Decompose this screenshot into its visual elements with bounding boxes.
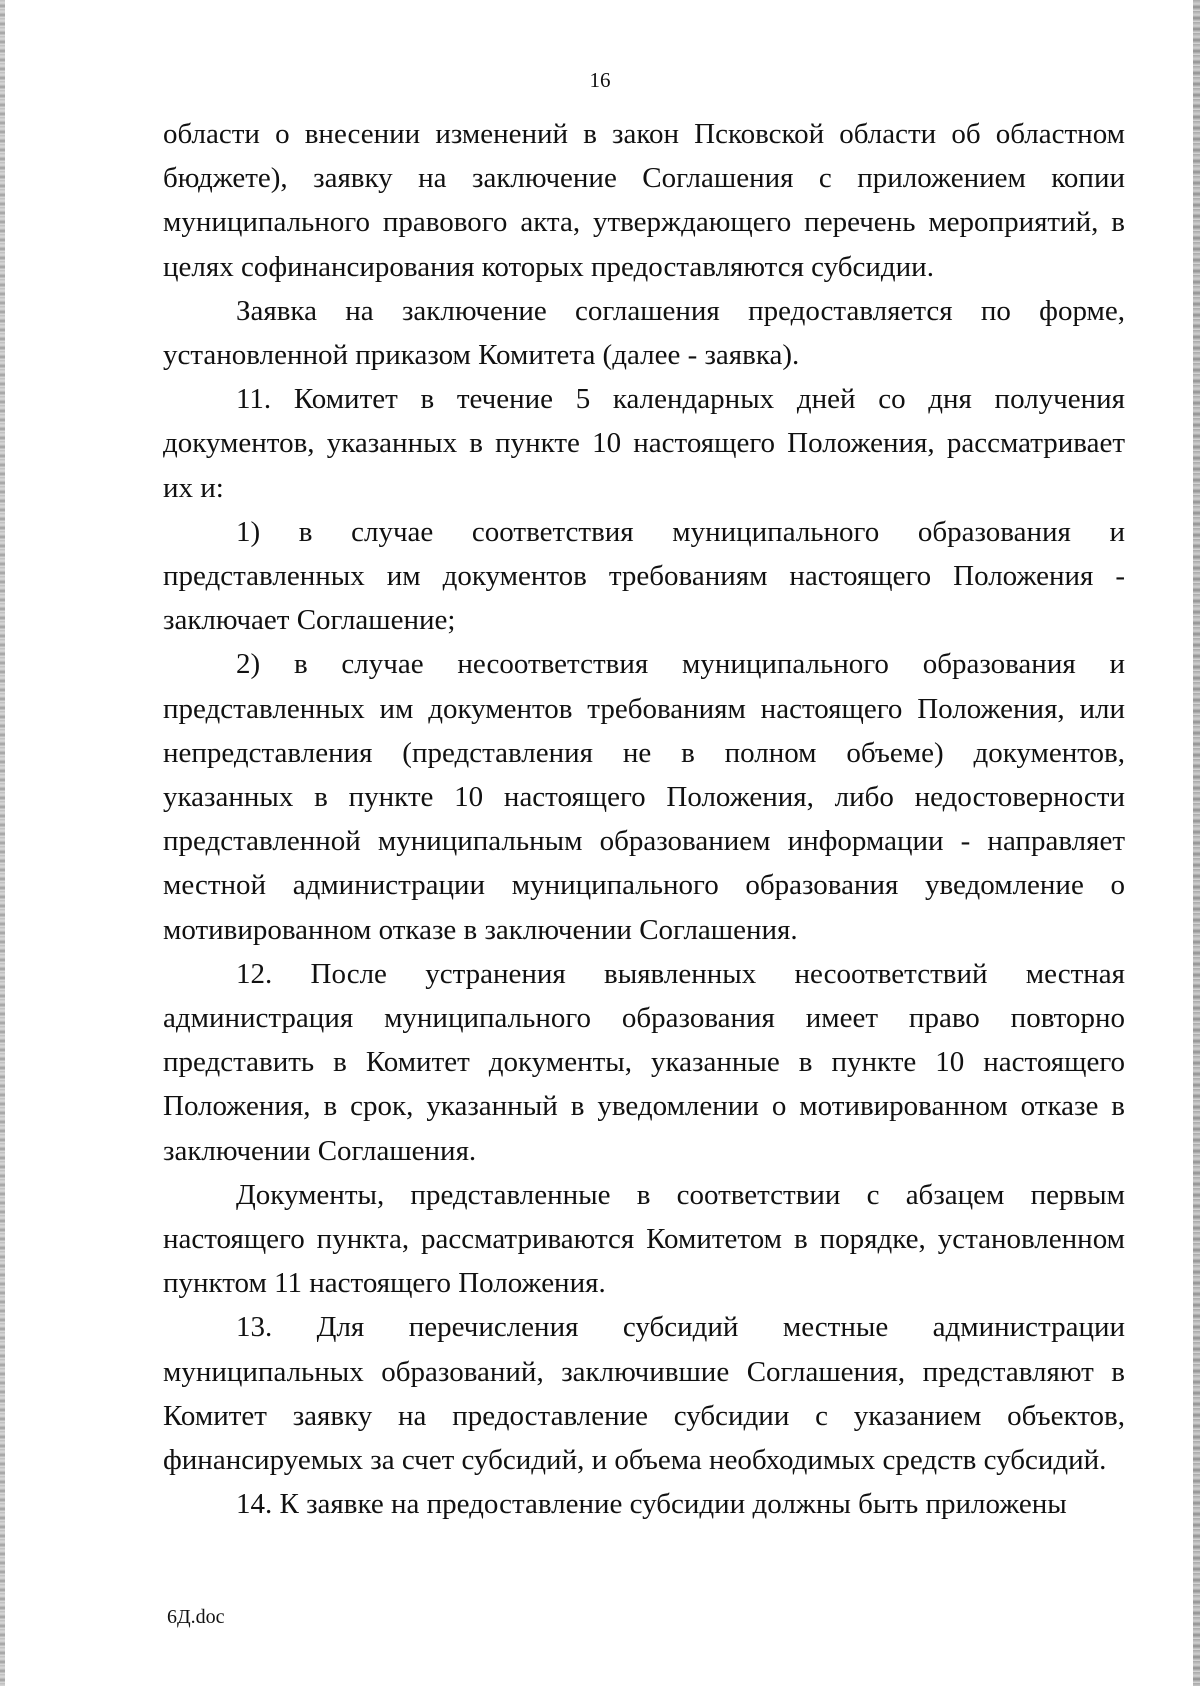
- paragraph-item-13: 13. Для перечисления субсидий местные администрации муниципальных образований, заключившие Соглашения, представляют в Комитет заявку на предоставление субсидии с указанием объектов, финансируемых за счет субсидий, и объема необходимых средств субсидий.: [163, 1311, 1125, 1477]
- page-number: 16: [589, 68, 611, 92]
- paragraph-item-14: 14. К заявке на предоставление субсидии должны быть приложены: [236, 1488, 1067, 1521]
- scan-edge-right: [1193, 0, 1200, 1686]
- paragraph-documents-review: Документы, представленные в соответствии с абзацем первым настоящего пункта, рассматриваются Комитетом в порядке, установленном пунктом 11 настоящего Положения.: [163, 1178, 1125, 1300]
- footer-filename: 6Д.doc: [167, 1606, 225, 1628]
- paragraph-continuation: области о внесении изменений в закон Псковской области об областном бюджете), заявку на заключение Соглашения с приложением копии муниципального правового акта, утверждающего перечень мероприятий, в целях софинансирования которых предоставляются субсидии.: [163, 118, 1125, 283]
- scan-edge-left: [0, 0, 5, 1686]
- paragraph-subitem-1: 1) в случае соответствия муниципального образования и представленных им документов требованиям настоящего Положения - заключает Соглашение;: [163, 515, 1125, 637]
- document-body: [163, 112, 1125, 1527]
- paragraph-subitem-2: 2) в случае несоответствия муниципального образования и представленных им документов требованиям настоящего Положения, или непредставления (представления не в полном объеме) документов, указанных в пункте 10 настоящего Положения, либо недостоверности представленной муниципальным образованием информации - направляет местной администрации муниципального образования уведомление о мотивированном отказе в заключении Соглашения.: [163, 648, 1125, 946]
- paragraph-item-11: 11. Комитет в течение 5 календарных дней со дня получения документов, указанных в пункте 10 настоящего Положения, рассматривает их и:: [163, 383, 1125, 504]
- paragraph-item-12: 12. После устранения выявленных несоответствий местная администрация муниципального образования имеет право повторно представить в Комитет документы, указанные в пункте 10 настоящего Положения, в срок, указанный в уведомлении о мотивированном отказе в заключении Соглашения.: [163, 957, 1125, 1167]
- paragraph-application-form: Заявка на заключение соглашения предоставляется по форме, установленной приказом Комитета (далее - заявка).: [163, 294, 1125, 372]
